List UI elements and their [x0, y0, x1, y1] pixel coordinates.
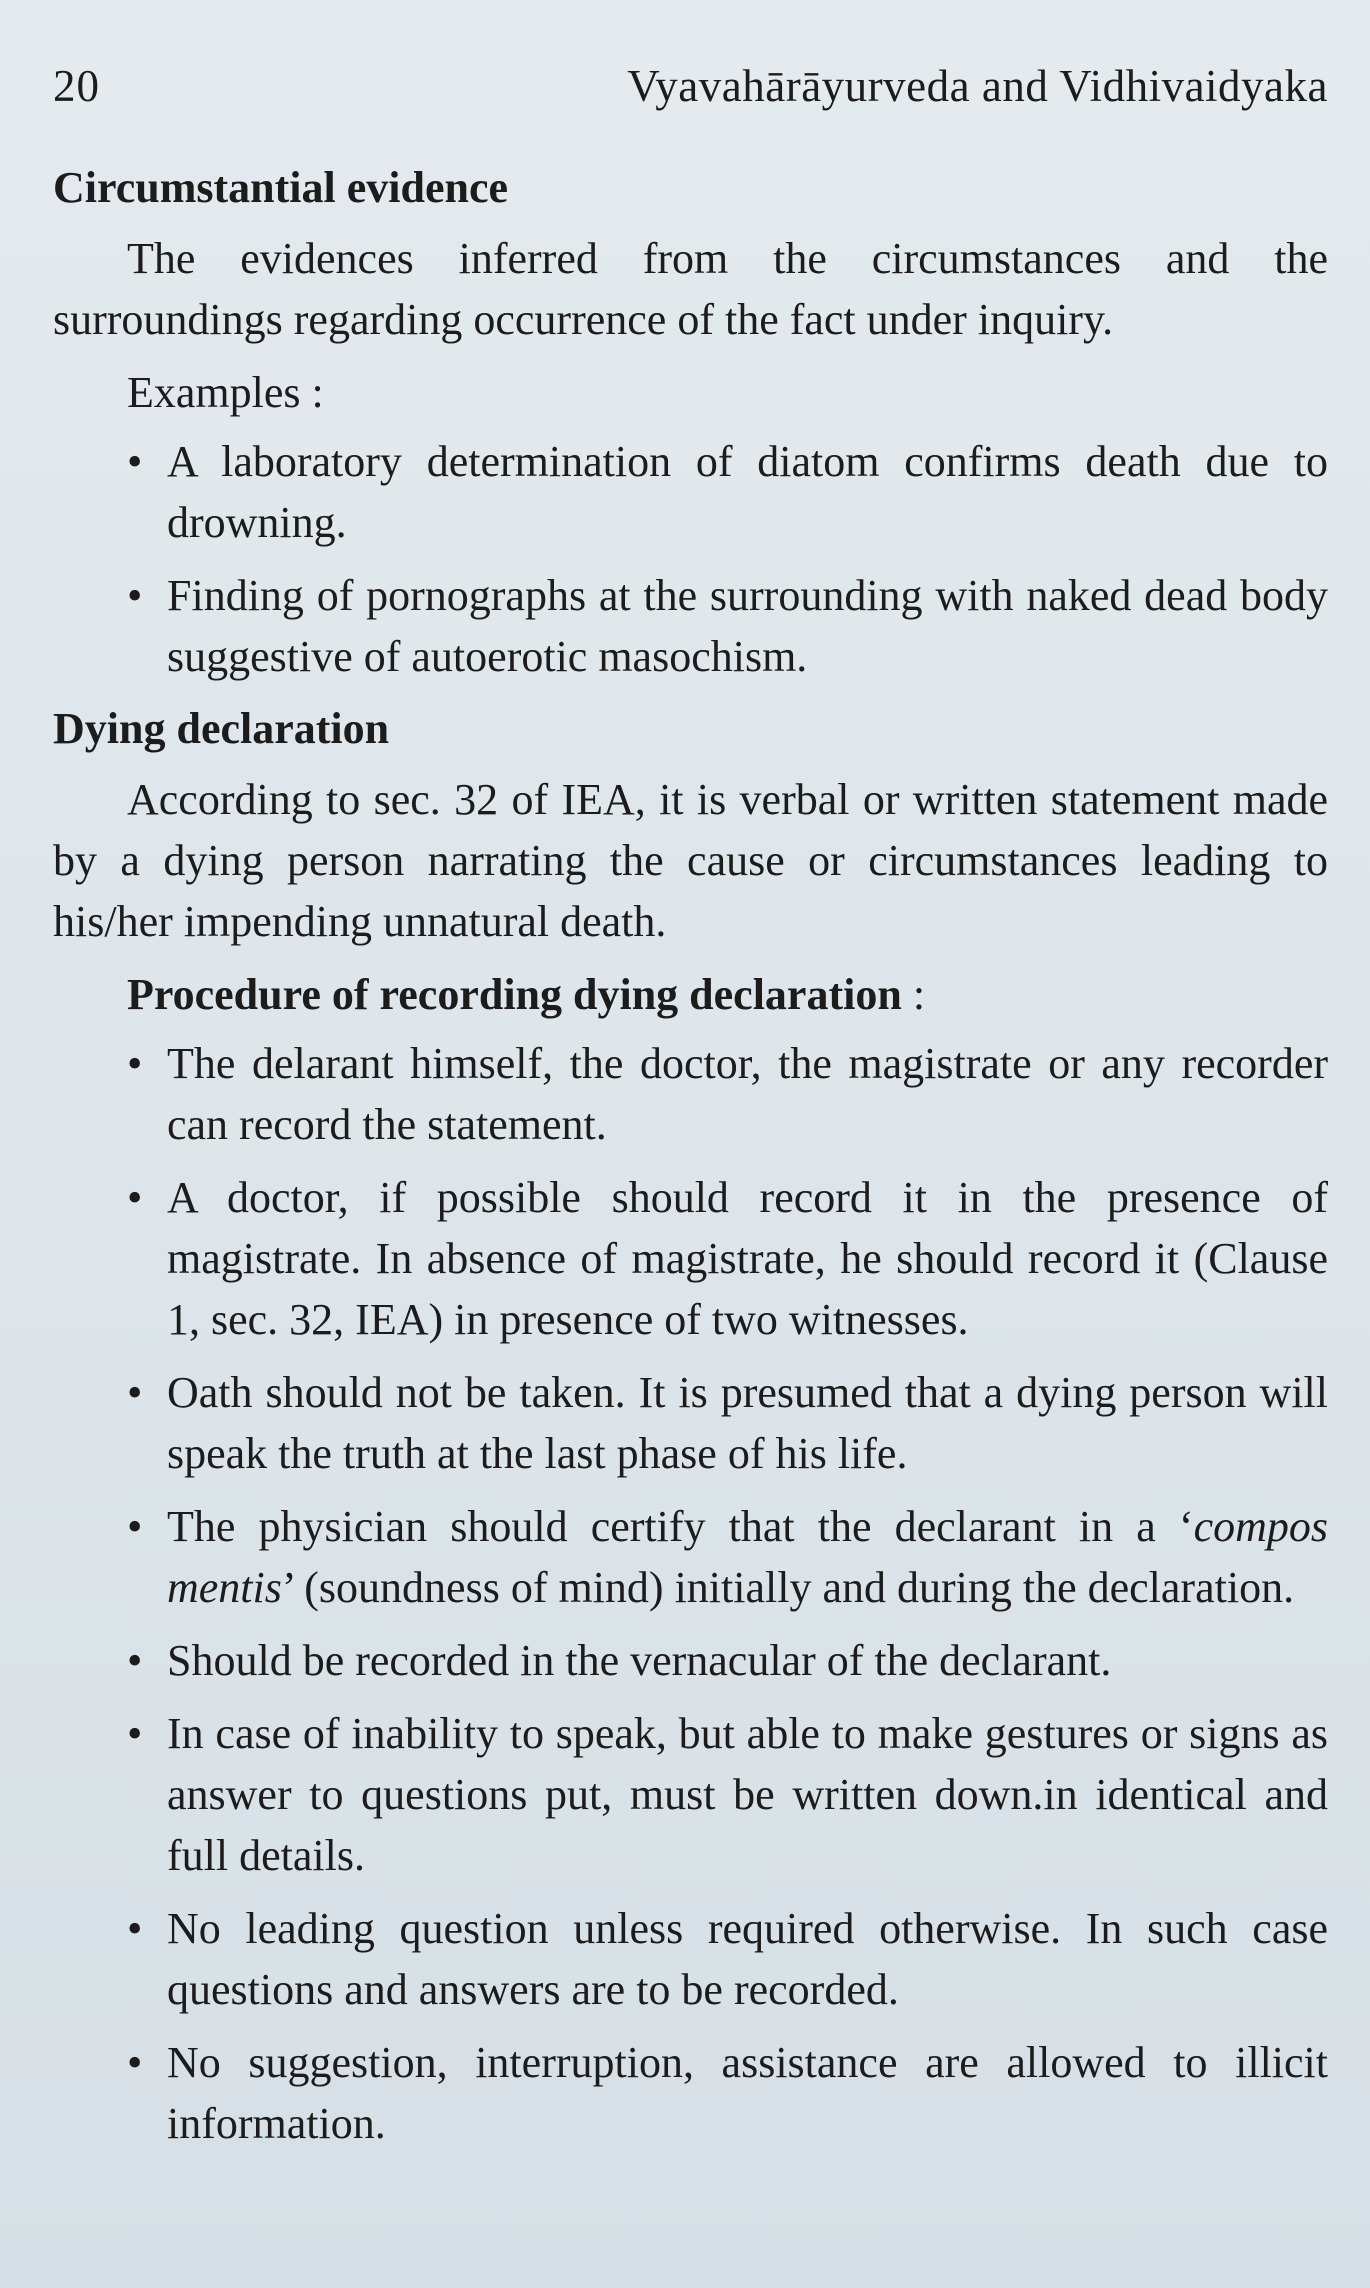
list-item [127, 1496, 1328, 1618]
procedure-label [127, 964, 1328, 1025]
list-item [127, 1898, 1328, 2020]
bullet-glyph: • [127, 1904, 143, 1953]
example-pornographs: Finding of pornographs at the surrounding with naked dead body suggestive of autoerotic masochism. [167, 571, 1328, 681]
procedure-compos-mentis [167, 1502, 1328, 1612]
bullet-glyph: • [127, 1368, 143, 1417]
compos-mentis-post: ’ (soundness of mind) initially and during the declaration. [281, 1563, 1295, 1612]
list-item [127, 2032, 1328, 2154]
list-item [127, 1033, 1328, 1155]
examples-label: Examples : [127, 368, 324, 417]
procedure-magistrate: A doctor, if possible should record it in the presence of magistrate. In absence of magistrate, he should record it (Clause 1, sec. 32, IEA) in presence of two witnesses. [167, 1173, 1328, 1344]
heading-dying-declaration: Dying declaration [53, 704, 390, 753]
procedure-label-text: Procedure of recording dying declaration [127, 970, 902, 1019]
heading-circumstantial-evidence: Circumstantial evidence [53, 163, 509, 212]
procedure-label-colon: : [901, 970, 926, 1019]
procedure-leading-question: No leading question unless required otherwise. In such case questions and answers are to be recorded. [167, 1904, 1328, 2014]
bullet-glyph: • [127, 1502, 143, 1551]
page-number: 20 [53, 61, 100, 111]
procedure-vernacular: Should be recorded in the vernacular of the declarant. [167, 1636, 1112, 1685]
bullet-glyph: • [127, 1636, 143, 1685]
running-title: Vyavahārāyurveda and Vidhivaidyaka [627, 61, 1328, 111]
list-item [127, 431, 1328, 553]
bullet-glyph: • [127, 1039, 143, 1088]
bullet-glyph: • [127, 2038, 143, 2087]
bullet-glyph: • [127, 1709, 143, 1758]
list-item [127, 565, 1328, 687]
list-item [127, 1630, 1328, 1691]
compos-mentis-term: compos mentis [167, 1502, 1328, 1612]
circumstantial-evidence-definition: The evidences inferred from the circumstances and the surroundings regarding occurrence of the fact under inquiry. [53, 234, 1328, 344]
procedure-oath: Oath should not be taken. It is presumed that a dying person will speak the truth at the last phase of his life. [167, 1368, 1328, 1478]
page-header [53, 56, 1328, 116]
bullet-glyph: • [127, 1173, 143, 1222]
procedure-no-suggestion: No suggestion, interruption, assistance are allowed to illicit information. [167, 2038, 1328, 2148]
list-item [127, 1362, 1328, 1484]
procedure-recorder: The delarant himself, the doctor, the magistrate or any recorder can record the statement. [167, 1039, 1328, 1149]
bullet-glyph: • [127, 437, 143, 486]
compos-mentis-pre: The physician should certify that the declarant in a ‘ [167, 1502, 1194, 1551]
dying-declaration-definition: According to sec. 32 of IEA, it is verbal or written statement made by a dying person narrating the cause or circumstances leading to his/her impending unnatural death. [53, 775, 1328, 946]
list-item [127, 1703, 1328, 1886]
procedure-list [53, 1033, 1328, 2154]
procedure-gestures: In case of inability to speak, but able to make gestures or signs as answer to questions put, must be written down.in identical and full details. [167, 1709, 1328, 1880]
list-item [127, 1167, 1328, 1350]
bullet-glyph: • [127, 571, 143, 620]
examples-list [53, 431, 1328, 687]
example-diatom: A laboratory determination of diatom confirms death due to drowning. [167, 437, 1328, 547]
